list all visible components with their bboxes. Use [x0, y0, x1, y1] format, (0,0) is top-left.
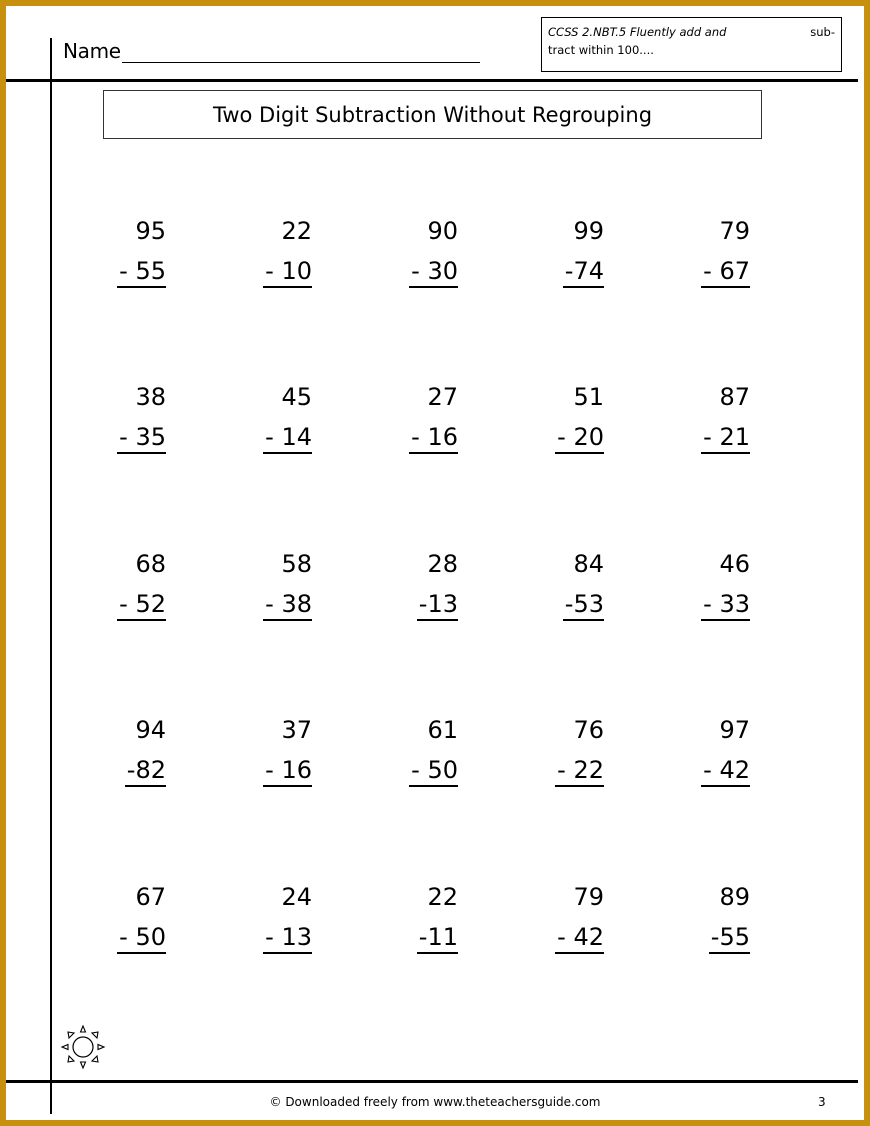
subtraction-problem	[534, 877, 604, 957]
subtraction-problem	[388, 544, 458, 624]
subtraction-problem	[96, 377, 166, 457]
margin-line	[50, 38, 52, 1114]
minuend: 24	[281, 883, 312, 911]
subtrahend: - 67	[701, 256, 750, 288]
minuend: 76	[573, 716, 604, 744]
subtrahend: -74	[563, 256, 604, 288]
subtrahend: - 50	[117, 922, 166, 954]
name-field-line[interactable]	[122, 62, 480, 63]
subtraction-problem	[534, 377, 604, 457]
subtrahend: - 16	[263, 755, 312, 787]
minuend: 87	[719, 383, 750, 411]
minuend: 27	[427, 383, 458, 411]
subtrahend: - 52	[117, 589, 166, 621]
subtraction-problem	[680, 710, 750, 790]
subtrahend: - 55	[117, 256, 166, 288]
sun-icon	[60, 1024, 106, 1070]
subtrahend: - 50	[409, 755, 458, 787]
footer-divider	[6, 1080, 858, 1083]
subtraction-problem	[96, 877, 166, 957]
subtrahend: - 38	[263, 589, 312, 621]
subtrahend: -11	[417, 922, 458, 954]
minuend: 89	[719, 883, 750, 911]
standard-box	[541, 17, 842, 72]
minuend: 22	[281, 217, 312, 245]
subtrahend: - 10	[263, 256, 312, 288]
subtraction-problem	[680, 377, 750, 457]
name-label: Name	[63, 39, 121, 63]
minuend: 22	[427, 883, 458, 911]
minuend: 61	[427, 716, 458, 744]
minuend: 67	[135, 883, 166, 911]
standard-description: tract within 100....	[548, 43, 654, 57]
minuend: 58	[281, 550, 312, 578]
subtraction-problem	[242, 877, 312, 957]
header-divider	[6, 79, 858, 82]
subtrahend: - 35	[117, 422, 166, 454]
subtraction-problem	[534, 710, 604, 790]
minuend: 97	[719, 716, 750, 744]
minuend: 28	[427, 550, 458, 578]
standard-continuation: sub-	[810, 25, 835, 39]
footer-credit: © Downloaded freely from www.theteachersguide.com	[269, 1095, 601, 1109]
subtrahend: - 30	[409, 256, 458, 288]
subtraction-problem	[242, 544, 312, 624]
minuend: 51	[573, 383, 604, 411]
subtraction-problem	[242, 211, 312, 291]
worksheet-title	[103, 90, 762, 139]
minuend: 79	[719, 217, 750, 245]
minuend: 37	[281, 716, 312, 744]
subtrahend: -55	[709, 922, 750, 954]
subtrahend: - 14	[263, 422, 312, 454]
subtrahend: -53	[563, 589, 604, 621]
page-number: 3	[818, 1095, 826, 1109]
subtrahend: - 42	[701, 755, 750, 787]
subtraction-problem	[680, 211, 750, 291]
minuend: 46	[719, 550, 750, 578]
subtraction-problem	[242, 377, 312, 457]
minuend: 90	[427, 217, 458, 245]
subtraction-problem	[680, 877, 750, 957]
minuend: 68	[135, 550, 166, 578]
subtraction-problem	[388, 877, 458, 957]
subtraction-problem	[388, 211, 458, 291]
subtraction-problem	[96, 544, 166, 624]
subtrahend: - 33	[701, 589, 750, 621]
subtrahend: - 20	[555, 422, 604, 454]
subtrahend: - 21	[701, 422, 750, 454]
minuend: 38	[135, 383, 166, 411]
worksheet-page	[6, 6, 864, 1120]
title-text: Two Digit Subtraction Without Regrouping	[212, 102, 653, 127]
minuend: 84	[573, 550, 604, 578]
subtraction-problem	[96, 710, 166, 790]
minuend: 95	[135, 217, 166, 245]
subtraction-problem	[534, 544, 604, 624]
subtraction-problem	[534, 211, 604, 291]
subtraction-problem	[242, 710, 312, 790]
minuend: 79	[573, 883, 604, 911]
minuend: 99	[573, 217, 604, 245]
subtrahend: -82	[125, 755, 166, 787]
subtraction-problem	[96, 211, 166, 291]
minuend: 45	[281, 383, 312, 411]
standard-code: CCSS 2.NBT.5 Fluently add and	[548, 25, 727, 39]
subtrahend: -13	[417, 589, 458, 621]
subtraction-problem	[680, 544, 750, 624]
subtrahend: - 42	[555, 922, 604, 954]
subtrahend: - 13	[263, 922, 312, 954]
minuend: 94	[135, 716, 166, 744]
subtraction-problem	[388, 377, 458, 457]
subtraction-problem	[388, 710, 458, 790]
subtrahend: - 22	[555, 755, 604, 787]
subtrahend: - 16	[409, 422, 458, 454]
